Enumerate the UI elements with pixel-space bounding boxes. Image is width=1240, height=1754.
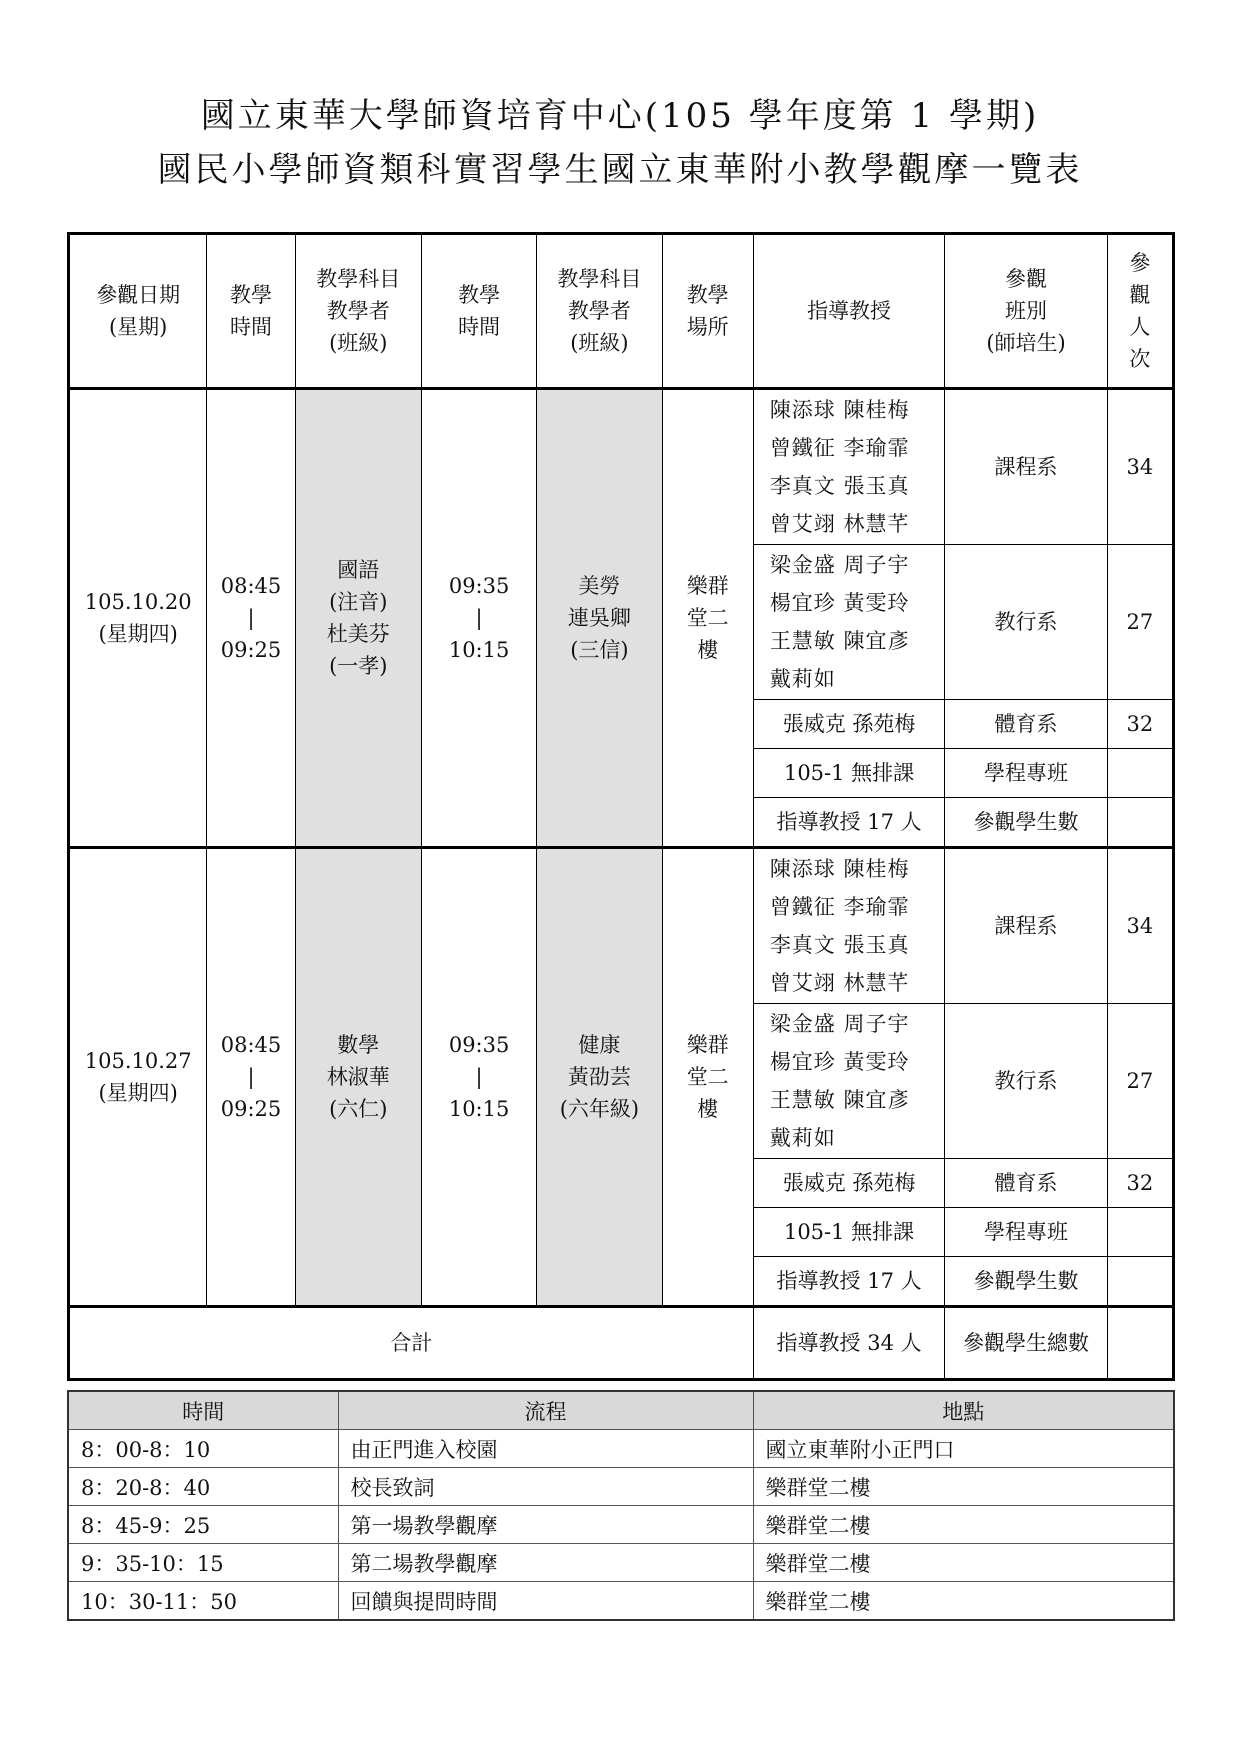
subject-line: 國語 (337, 558, 380, 582)
observation-table (67, 232, 1175, 1381)
header-line: 參 (1129, 251, 1151, 275)
header-subject2 (537, 234, 662, 389)
header-time1 (207, 234, 295, 389)
time-line: | (475, 1065, 483, 1089)
header-date (69, 234, 207, 389)
subject-line: (六年級) (559, 1097, 640, 1121)
schedule-activity: 校長致詞 (338, 1468, 753, 1506)
schedule-row (68, 1544, 1174, 1582)
schedule-location: 國立東華附小正門口 (753, 1430, 1174, 1468)
total-label: 合計 (69, 1307, 754, 1380)
header-time2 (421, 234, 536, 389)
venue-line: 堂二 (686, 1065, 729, 1089)
schedule-activity: 第二場教學觀摩 (338, 1544, 753, 1582)
time-line: 08:45 (220, 574, 282, 598)
header-line: 人 (1129, 315, 1151, 339)
schedule-location: 樂群堂二樓 (753, 1468, 1174, 1506)
visit-count (1107, 1257, 1173, 1307)
professor-line: 陳添球 陳桂梅 (769, 857, 910, 881)
total-professors: 指導教授 34 人 (753, 1307, 945, 1380)
professor-line: 楊宜珍 黃雯玲 (769, 1050, 910, 1074)
session-venue (662, 389, 753, 848)
session-date (69, 389, 207, 848)
visit-class: 教行系 (945, 545, 1107, 700)
time-line: 10:15 (448, 1097, 510, 1121)
header-class (945, 234, 1107, 389)
time-line: 09:35 (448, 1033, 510, 1057)
visit-class: 課程系 (945, 848, 1107, 1004)
subject-line: 健康 (578, 1033, 621, 1057)
time-line: 09:25 (220, 1097, 282, 1121)
visit-count: 34 (1107, 389, 1173, 545)
visit-class: 體育系 (945, 1159, 1107, 1208)
table-row (69, 389, 1174, 545)
header-line: (班級) (570, 331, 629, 355)
professor-line: 曾鐵征 李瑜霏 (769, 436, 910, 460)
visit-class: 學程專班 (945, 749, 1107, 798)
session-subject2 (537, 848, 662, 1307)
professor-line: 戴莉如 (769, 667, 836, 691)
time-line: 10:15 (448, 638, 510, 662)
time-line: | (475, 606, 483, 630)
session-time1 (207, 848, 295, 1307)
professor-line: 李真文 張玉真 (769, 933, 910, 957)
session-subject1 (295, 848, 421, 1307)
date-value: 105.10.27 (84, 1049, 192, 1073)
subject-line: (注音) (329, 590, 388, 614)
professor-list: 張威克 孫苑梅 (753, 1159, 945, 1208)
schedule-time: 9：35-10：15 (68, 1544, 338, 1582)
header-line: (師培生) (986, 331, 1066, 355)
visit-count (1107, 798, 1173, 848)
professor-list: 張威克 孫苑梅 (753, 700, 945, 749)
total-count (1107, 1307, 1173, 1380)
professor-list (753, 1004, 945, 1159)
header-line: 參觀日期 (96, 283, 181, 307)
time-line: 08:45 (220, 1033, 282, 1057)
header-line: (星期) (108, 315, 168, 339)
header-line: 時間 (229, 315, 272, 339)
header-line: 觀 (1129, 283, 1151, 307)
professor-line: 曾鐵征 李瑜霏 (769, 895, 910, 919)
session-time2 (421, 389, 536, 848)
schedule-row (68, 1430, 1174, 1468)
schedule-time: 10：30-11：50 (68, 1582, 338, 1621)
professor-list (753, 545, 945, 700)
header-venue (662, 234, 753, 389)
session-subject2 (537, 389, 662, 848)
visit-count: 32 (1107, 700, 1173, 749)
visit-count: 32 (1107, 1159, 1173, 1208)
header-subject1 (295, 234, 421, 389)
professor-line: 王慧敏 陳宜彥 (769, 629, 910, 653)
venue-line: 堂二 (686, 606, 729, 630)
header-line: 班別 (1005, 299, 1048, 323)
schedule-row (68, 1582, 1174, 1621)
schedule-activity: 回饋與提問時間 (338, 1582, 753, 1621)
professor-line: 陳添球 陳桂梅 (769, 398, 910, 422)
subject-line: 美勞 (578, 574, 621, 598)
total-row (69, 1307, 1174, 1380)
schedule-location: 樂群堂二樓 (753, 1582, 1174, 1621)
venue-line: 樓 (697, 638, 719, 662)
session-subject1 (295, 389, 421, 848)
visit-class: 學程專班 (945, 1208, 1107, 1257)
visit-class: 參觀學生數 (945, 1257, 1107, 1307)
header-line: 時間 (458, 315, 501, 339)
visit-count (1107, 1208, 1173, 1257)
professor-line: 戴莉如 (769, 1126, 836, 1150)
schedule-header: 時間 (68, 1391, 338, 1430)
session-date (69, 848, 207, 1307)
header-line: (班級) (329, 331, 388, 355)
header-line: 教學科目 (316, 267, 401, 291)
header-professors: 指導教授 (753, 234, 945, 389)
professor-list (753, 848, 945, 1004)
professor-list: 指導教授 17 人 (753, 1257, 945, 1307)
visit-count: 27 (1107, 1004, 1173, 1159)
professor-line: 曾艾翊 林慧芊 (769, 512, 910, 536)
session-time1 (207, 389, 295, 848)
document-title-line2: 國民小學師資類科實習學生國立東華附小教學觀摩一覽表 (157, 150, 1083, 190)
session-venue (662, 848, 753, 1307)
subject-line: 數學 (337, 1033, 380, 1057)
professor-line: 楊宜珍 黃雯玲 (769, 591, 910, 615)
date-value: 105.10.20 (84, 590, 192, 614)
schedule-activity: 第一場教學觀摩 (338, 1506, 753, 1544)
professor-list: 105-1 無排課 (753, 1208, 945, 1257)
subject-line: (三信) (570, 638, 629, 662)
table-header-row (69, 234, 1174, 389)
professor-list: 指導教授 17 人 (753, 798, 945, 848)
visit-count: 34 (1107, 848, 1173, 1004)
time-line: | (247, 606, 255, 630)
visit-count: 27 (1107, 545, 1173, 700)
schedule-time: 8：00-8：10 (68, 1430, 338, 1468)
weekday-value: (星期四) (98, 1081, 178, 1105)
total-class: 參觀學生總數 (945, 1307, 1107, 1380)
schedule-activity: 由正門進入校園 (338, 1430, 753, 1468)
schedule-time: 8：45-9：25 (68, 1506, 338, 1544)
weekday-value: (星期四) (98, 622, 178, 646)
professor-line: 梁金盛 周子宇 (769, 1012, 910, 1036)
schedule-row (68, 1506, 1174, 1544)
professor-line: 李真文 張玉真 (769, 474, 910, 498)
schedule-row (68, 1468, 1174, 1506)
header-line: 次 (1129, 347, 1151, 371)
visit-count (1107, 749, 1173, 798)
schedule-location: 樂群堂二樓 (753, 1506, 1174, 1544)
professor-line: 曾艾翊 林慧芊 (769, 971, 910, 995)
schedule-header-row (68, 1391, 1174, 1430)
schedule-header: 流程 (338, 1391, 753, 1430)
venue-line: 樓 (697, 1097, 719, 1121)
header-line: 參觀 (1005, 267, 1048, 291)
document-title-line1: 國立東華大學師資培育中心(105 學年度第 1 學期) (200, 96, 1040, 136)
professor-line: 梁金盛 周子宇 (769, 553, 910, 577)
professor-list (753, 389, 945, 545)
professor-line: 王慧敏 陳宜彥 (769, 1088, 910, 1112)
visit-class: 課程系 (945, 389, 1107, 545)
schedule-location: 樂群堂二樓 (753, 1544, 1174, 1582)
session-time2 (421, 848, 536, 1307)
subject-line: 杜美芬 (326, 622, 390, 646)
venue-line: 樂群 (686, 1033, 729, 1057)
subject-line: 連吳卿 (567, 606, 631, 630)
header-line: 教學 (458, 283, 501, 307)
venue-line: 樂群 (686, 574, 729, 598)
header-line: 教學者 (326, 299, 390, 323)
header-line: 教學者 (567, 299, 631, 323)
schedule-table (67, 1390, 1175, 1621)
subject-line: (一孝) (329, 654, 388, 678)
schedule-header: 地點 (753, 1391, 1174, 1430)
header-line: 教學科目 (557, 267, 642, 291)
header-line: 教學 (686, 283, 729, 307)
time-line: 09:35 (448, 574, 510, 598)
professor-list: 105-1 無排課 (753, 749, 945, 798)
subject-line: (六仁) (329, 1097, 388, 1121)
header-line: 教學 (229, 283, 272, 307)
visit-class: 體育系 (945, 700, 1107, 749)
visit-class: 教行系 (945, 1004, 1107, 1159)
time-line: 09:25 (220, 638, 282, 662)
header-line: 場所 (686, 315, 729, 339)
time-line: | (247, 1065, 255, 1089)
schedule-time: 8：20-8：40 (68, 1468, 338, 1506)
subject-line: 林淑華 (326, 1065, 390, 1089)
subject-line: 黃劭芸 (567, 1065, 631, 1089)
table-row (69, 848, 1174, 1004)
header-count (1107, 234, 1173, 389)
visit-class: 參觀學生數 (945, 798, 1107, 848)
